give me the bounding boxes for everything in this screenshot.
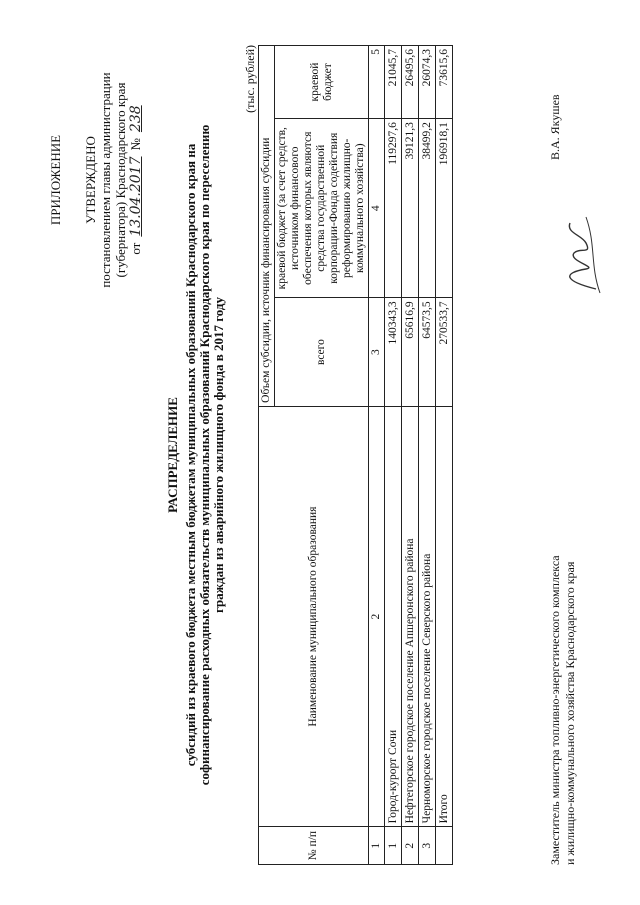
header-num: № п/п <box>259 827 369 865</box>
approved-label: УТВЕРЖДЕНО <box>83 136 98 224</box>
row-num <box>436 827 453 865</box>
title-line-1: субсидий из краевого бюджета местным бюджетам муниципальных образований Краснодарского края на <box>183 143 198 767</box>
row-fund: 119297,6 <box>385 119 402 298</box>
row-name: Итого <box>436 406 453 827</box>
handwritten-signature-icon <box>556 215 604 295</box>
header-volume: Объем субсидии, источник финансирования субсидии <box>259 46 275 407</box>
index-cell: 5 <box>369 46 385 119</box>
title-line-2: софинансирование расходных обязательств муниципальных образований Краснодарского края по переселению <box>197 124 212 786</box>
index-cell: 3 <box>369 298 385 406</box>
index-cell: 1 <box>369 827 385 865</box>
row-name: Нефтегорское городское поселение Апшеронского района <box>402 406 419 827</box>
row-regional: 21045,7 <box>385 46 402 119</box>
row-num: 3 <box>419 827 436 865</box>
document-title <box>166 45 226 865</box>
from-label: от <box>128 242 143 255</box>
number-label: № <box>128 138 143 151</box>
row-fund: 196918,1 <box>436 119 453 298</box>
title-main: РАСПРЕДЕЛЕНИЕ <box>165 397 180 513</box>
row-fund: 38499,2 <box>419 119 436 298</box>
table-header-row <box>259 46 275 865</box>
row-num: 2 <box>402 827 419 865</box>
row-regional: 26074,3 <box>419 46 436 119</box>
row-fund: 39121,3 <box>402 119 419 298</box>
position-line-1: Заместитель министра топливно-энергетического комплекса <box>548 555 562 865</box>
column-index-row <box>369 46 385 865</box>
row-total: 64573,5 <box>419 298 436 406</box>
approval-date: 13.04.2017 <box>128 156 144 237</box>
header-name: Наименование муниципального образования <box>259 406 369 827</box>
attachment-label: ПРИЛОЖЕНИЕ <box>48 134 63 226</box>
approval-line-1: постановлением главы администрации <box>98 72 113 288</box>
index-cell: 4 <box>369 119 385 298</box>
header-fund: краевой бюджет (за счет средств, источником финансового обеспечения которых являются средства государственной корпорации-Фонда содействия реформированию жилищно-коммунального хозяйства) <box>275 119 369 298</box>
header-total: всего <box>275 298 369 406</box>
table-row <box>385 46 402 865</box>
approval-line-2: (губернатора) Краснодарского края <box>113 82 128 278</box>
row-num: 1 <box>385 827 402 865</box>
index-cell: 2 <box>369 406 385 827</box>
unit-label: (тыс. рублей) <box>243 45 257 113</box>
row-regional: 26495,6 <box>402 46 419 119</box>
approval-date-line <box>128 50 144 310</box>
position-line-2: и жилищно-коммунального хозяйства Краснодарского края <box>563 561 577 865</box>
table-row <box>402 46 419 865</box>
signer-name: В.А. Якушев <box>548 94 562 160</box>
approval-stamp <box>48 50 144 310</box>
signer-position <box>548 425 578 865</box>
row-total: 140343,3 <box>385 298 402 406</box>
table-row <box>419 46 436 865</box>
subsidy-table <box>258 45 453 865</box>
row-total: 270533,7 <box>436 298 453 406</box>
row-name: Черноморское городское поселение Северского района <box>419 406 436 827</box>
row-regional: 73615,6 <box>436 46 453 119</box>
table-total-row <box>436 46 453 865</box>
header-regional: краевой бюджет <box>275 46 369 119</box>
row-name: Город-курорт Сочи <box>385 406 402 827</box>
title-line-3: граждан из аварийного жилищного фонда в 2017 году <box>211 297 226 613</box>
row-total: 65616,9 <box>402 298 419 406</box>
approval-number: 238 <box>128 105 144 133</box>
